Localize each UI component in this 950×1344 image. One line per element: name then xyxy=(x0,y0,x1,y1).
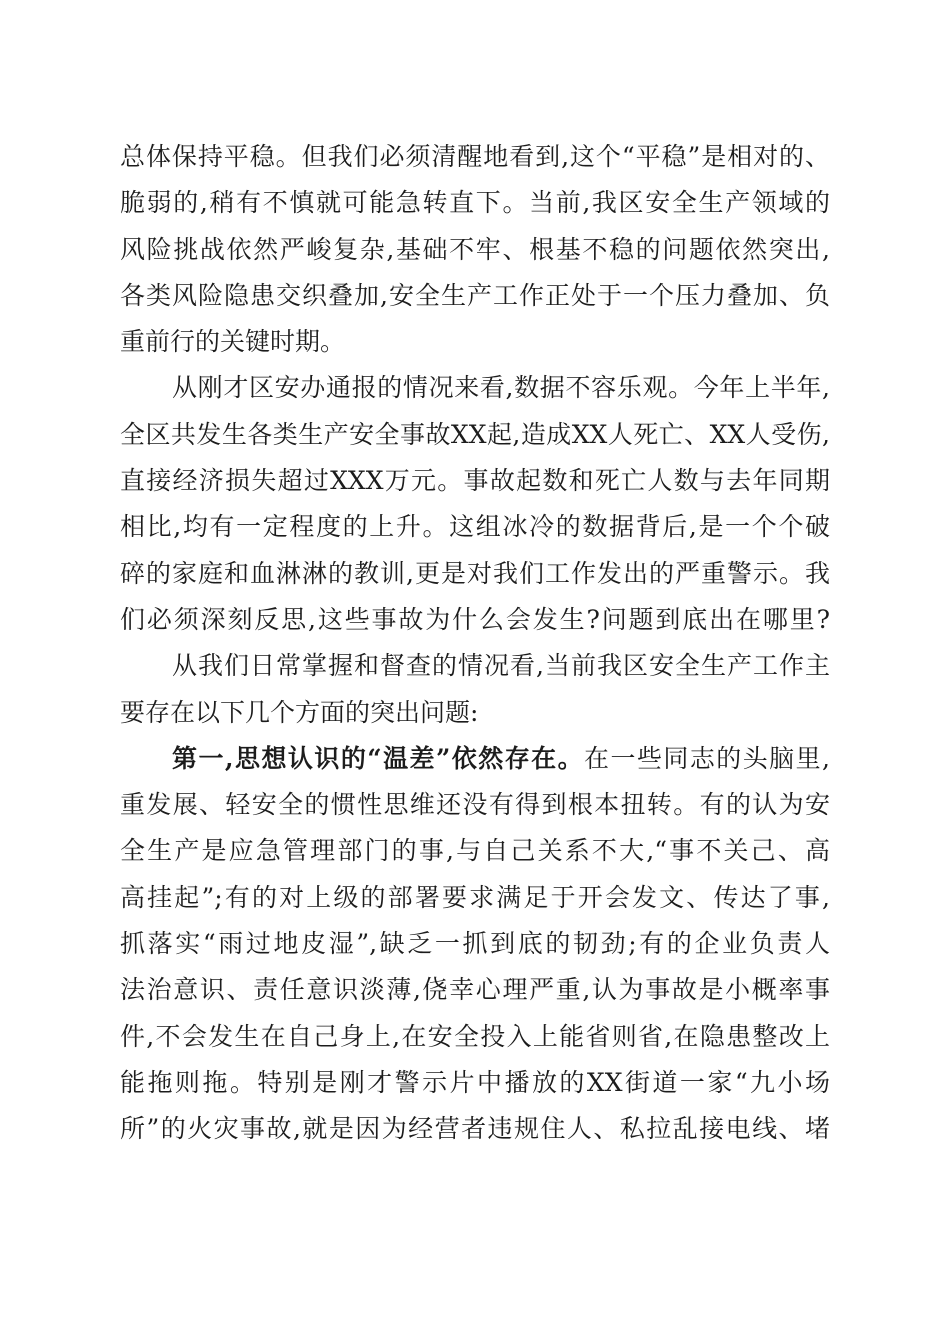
text-line: 相比,均有一定程度的上升。这组冰冷的数据背后,是一个个破 xyxy=(120,512,830,542)
text-line: 法治意识、责任意识淡薄,侥幸心理严重,认为事故是小概率事 xyxy=(120,975,830,1005)
text-line: 风险挑战依然严峻复杂,基础不牢、根基不稳的问题依然突出, xyxy=(120,234,830,264)
text-line: 高挂起”;有的对上级的部署要求满足于开会发文、传达了事, xyxy=(120,882,830,912)
document-body xyxy=(120,134,830,1153)
text-line xyxy=(120,736,830,782)
text-line: 从我们日常掌握和督查的情况看,当前我区安全生产工作主 xyxy=(172,651,830,681)
text-span: 在一些同志的头脑里, xyxy=(584,743,830,773)
text-line: 重前行的关键时期。 xyxy=(120,327,346,357)
text-line: 们必须深刻反思,这些事故为什么会发生?问题到底出在哪里? xyxy=(120,604,830,634)
text-line: 全区共发生各类生产安全事故XX起,造成XX人死亡、XX人受伤, xyxy=(120,419,830,449)
text-line: 抓落实“雨过地皮湿”,缺乏一抓到底的韧劲;有的企业负责人 xyxy=(120,929,830,959)
text-line: 从刚才区安办通报的情况来看,数据不容乐观。今年上半年, xyxy=(172,373,830,403)
text-line: 脆弱的,稍有不慎就可能急转直下。当前,我区安全生产领域的 xyxy=(120,188,830,218)
text-line: 件,不会发生在自己身上,在安全投入上能省则省,在隐患整改上 xyxy=(120,1021,830,1051)
text-line: 所”的火灾事故,就是因为经营者违规住人、私拉乱接电线、堵 xyxy=(120,1114,830,1144)
text-line: 重发展、轻安全的惯性思维还没有得到根本扭转。有的认为安 xyxy=(120,790,830,820)
section-heading: 第一,思想认识的“温差”依然存在。 xyxy=(172,743,585,773)
text-line: 总体保持平稳。但我们必须清醒地看到,这个“平稳”是相对的、 xyxy=(120,142,830,171)
text-line: 能拖则拖。特别是刚才警示片中播放的XX街道一家“九小场 xyxy=(120,1067,830,1097)
text-line: 全生产是应急管理部门的事,与自己关系不大,“事不关己、高 xyxy=(120,836,830,866)
text-line: 碎的家庭和血淋淋的教训,更是对我们工作发出的严重警示。我 xyxy=(120,558,830,588)
text-line: 各类风险隐患交织叠加,安全生产工作正处于一个压力叠加、负 xyxy=(120,280,830,310)
text-line: 直接经济损失超过XXX万元。事故起数和死亡人数与去年同期 xyxy=(120,466,830,496)
text-line: 要存在以下几个方面的突出问题: xyxy=(120,697,479,727)
